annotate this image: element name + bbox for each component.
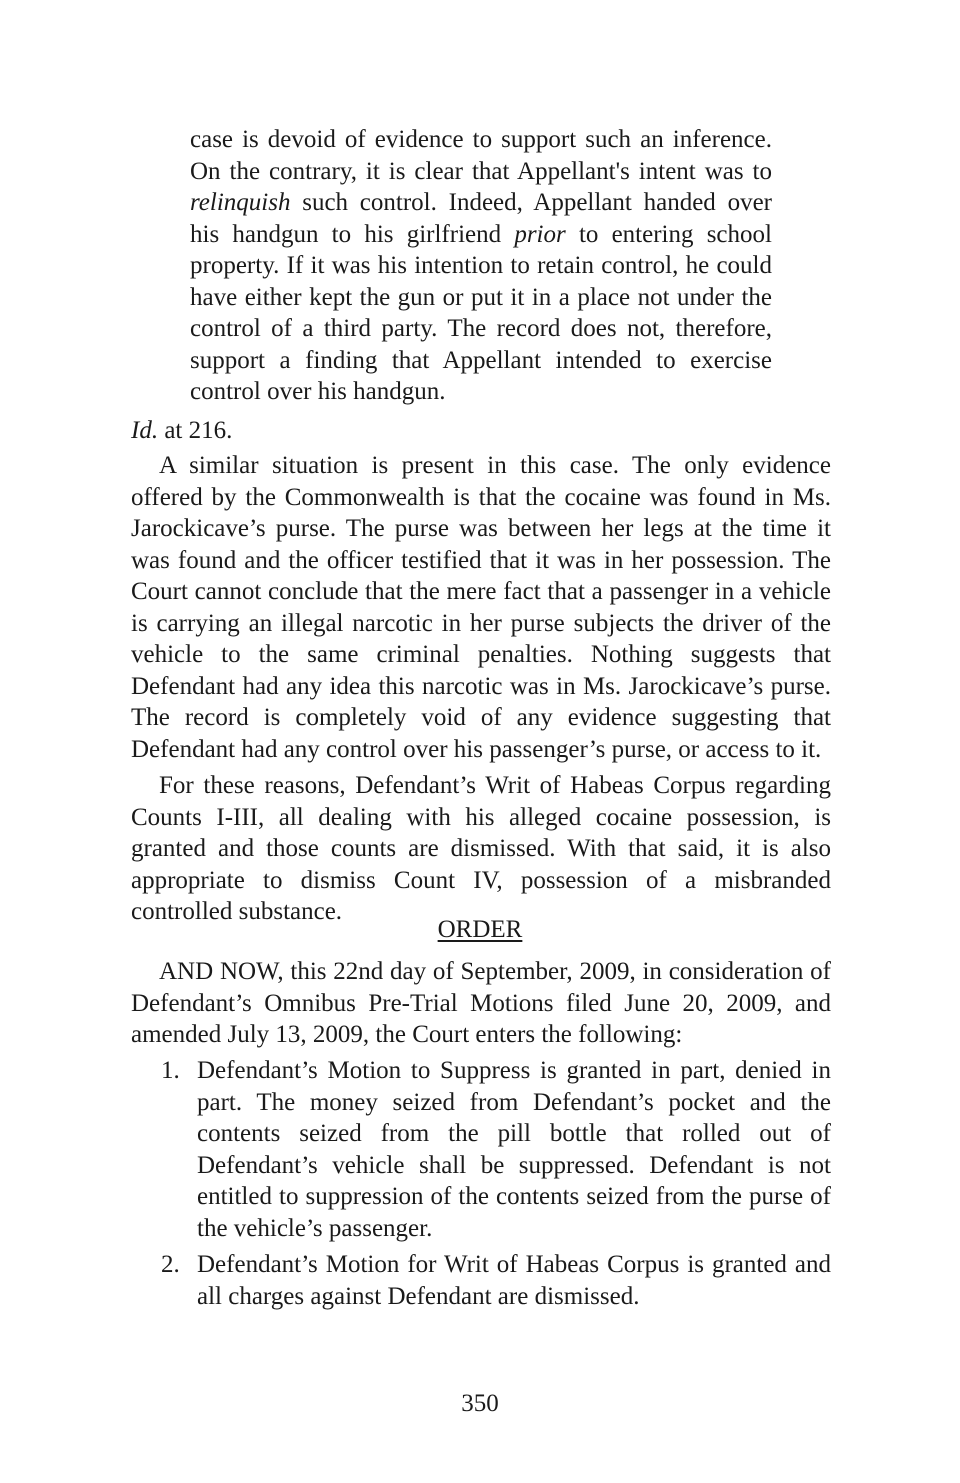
order-heading: ORDER	[437, 916, 523, 943]
emphasis-relinquish: relinquish	[190, 189, 291, 216]
quote-text: case is devoid of evidence to support such an inference. On the contrary, it is clear that Appellant's intent was to relinquish such control. Indeed, Appellant handed over his handgun to his girlfriend prior to entering school property. If it was his intention to retain control, he could have either kept the gun or put it in a place not under the control of a third party. The record does not, therefore, support a finding that Appellant intended to exercise control over his handgun.	[190, 126, 772, 405]
list-item	[131, 1055, 831, 1244]
paragraph-similar-situation: A similar situation is present in this case. The only evidence offered by the Commonwealth is that the cocaine was found in Ms. Jarockicave’s purse. The purse was between her legs at the time it was found and the officer testified that it was in her possession. The Court cannot conclude that the mere fact that a passenger in a vehicle is carrying an illegal narcotic in her purse subjects the driver of the vehicle to the same criminal penalties. Nothing suggests that Defendant had any idea this narcotic was in Ms. Jarockicave’s purse. The record is completely void of any evidence suggesting that Defendant had any control over his passenger’s purse, or access to it.	[131, 452, 831, 763]
page-number: 350	[461, 1390, 499, 1417]
list-item	[131, 1249, 831, 1312]
paragraph-for-these-reasons: For these reasons, Defendant’s Writ of Habeas Corpus regarding Counts I-III, all dealing with his alleged cocaine possession, is granted and those counts are dismissed. With that said, it is also appropriate to dismiss Count IV, possession of a misbranded controlled substance.	[131, 772, 831, 925]
block-quote	[190, 124, 772, 408]
list-item-number: 1.	[161, 1057, 180, 1084]
list-item-text: Defendant’s Motion to Suppress is granted in part, denied in part. The money seized from Defendant’s pocket and the contents seized from the pill bottle that rolled out of Defendant’s vehicle shall be suppressed. Defendant is not entitled to suppression of the contents seized from the purse of the vehicle’s passenger.	[197, 1057, 831, 1242]
citation-id: Id.	[131, 417, 159, 444]
order-list	[131, 1055, 831, 1317]
paragraph-and-now: AND NOW, this 22nd day of September, 2009, in consideration of Defendant’s Omnibus Pre-Trial Motions filed June 20, 2009, and amended July 13, 2009, the Court enters the following:	[131, 958, 831, 1048]
emphasis-prior: prior	[514, 220, 566, 248]
list-item-text: Defendant’s Motion for Writ of Habeas Corpus is granted and all charges against Defendant are dismissed.	[197, 1251, 831, 1310]
citation-page: at 216.	[158, 417, 233, 444]
list-item-number: 2.	[161, 1251, 180, 1278]
citation	[131, 415, 232, 447]
